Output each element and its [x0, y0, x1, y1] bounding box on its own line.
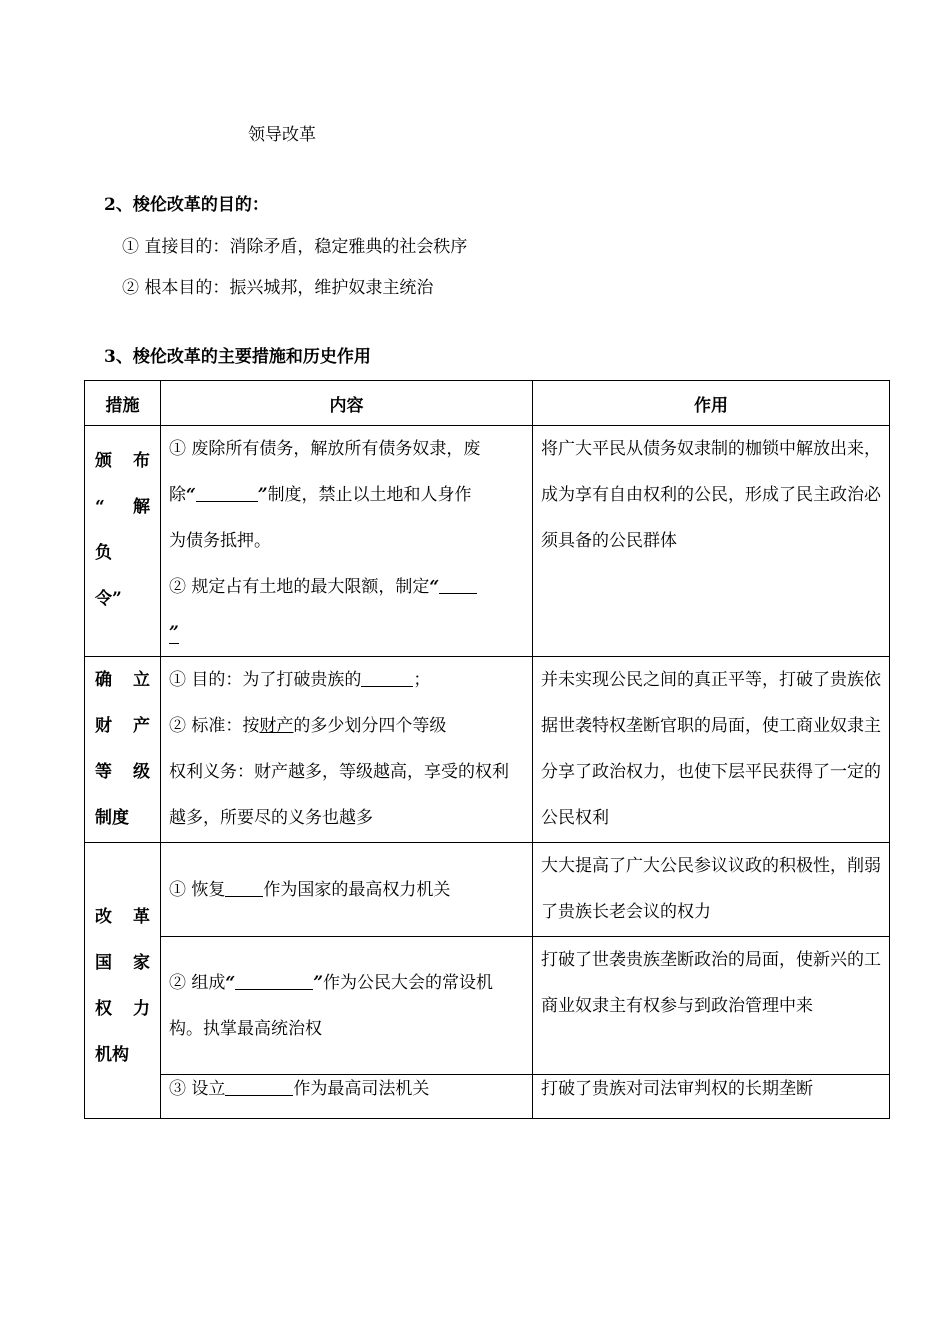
measure-line: 确 立: [95, 670, 150, 690]
table-row: [85, 426, 890, 657]
content-line: ① 废除所有债务，解放所有债务奴隶，废: [169, 439, 481, 459]
blank-open-quote: “: [186, 485, 196, 505]
table-row: [85, 1075, 890, 1119]
text-fragment: 作为公民大会的常设机构。执掌最高统治权: [169, 972, 493, 1039]
content-line: 为债务抵押。: [169, 531, 271, 551]
section2-item-2: ② 根本目的：振兴城邦，维护奴隶主统治: [122, 278, 434, 298]
effect-cell: 打破了贵族对司法审判权的长期垄断: [533, 1075, 890, 1119]
measure-line: 等 级: [95, 762, 150, 782]
effect-cell: 并未实现公民之间的真正平等，打破了贵族依据世袭特权垄断官职的局面，使工商业奴隶主分享了政治权力，也使下层平民获得了一定的公民权利: [533, 657, 890, 843]
measure-line: 财 产: [95, 716, 150, 736]
content-line: [169, 867, 524, 913]
text-fragment: ① 恢复: [169, 879, 226, 900]
table-row: [85, 657, 890, 843]
measure-line: 令”: [95, 589, 122, 609]
content-line: [169, 657, 524, 703]
table-row: [85, 937, 890, 1075]
text-fragment: ③ 设立: [169, 1079, 226, 1099]
section3-heading: 3、梭伦改革的主要措施和历史作用: [104, 347, 371, 367]
measure-line: 改 革: [95, 906, 150, 927]
measure-line: 国 家: [95, 952, 150, 973]
content-cell: [161, 937, 533, 1075]
content-line: [169, 1075, 524, 1103]
table-row: [85, 843, 890, 937]
content-text: 权利义务：财产越多，等级越高，享受的权利越多，所要尽的义务也越多: [169, 762, 509, 828]
text-fragment: ① 目的：为了打破贵族的: [169, 670, 362, 690]
text-fragment: 制度，禁止以土地和人身作: [267, 485, 472, 505]
content-line: [169, 960, 524, 1052]
blank-close-quote: ”: [313, 972, 323, 993]
blank-open-quote: “: [225, 972, 236, 993]
header-effect: 作用: [533, 381, 890, 426]
intro-line: 领导改革: [248, 125, 316, 145]
content-line: [169, 703, 524, 749]
fill-blank[interactable]: [235, 970, 313, 990]
table-header-row: [85, 381, 890, 426]
fill-blank[interactable]: [439, 574, 477, 594]
header-content: 内容: [161, 381, 533, 426]
measure-line: 制度: [95, 808, 129, 828]
text-fragment: ；: [413, 670, 431, 690]
fill-blank[interactable]: [196, 482, 258, 502]
measures-table: [84, 380, 890, 1119]
measure-line: 颁 布: [95, 451, 150, 471]
header-measure: 措施: [85, 381, 161, 426]
text-fragment: ② 标准：按: [169, 716, 260, 736]
text-fragment: 的多少划分四个等级: [293, 716, 447, 736]
content-line: [169, 564, 524, 610]
blank-open-quote: “: [429, 577, 440, 597]
effect-cell: 将广大平民从债务奴隶制的枷锁中解放出来，成为享有自由权利的公民，形成了民主政治必须具备的公民群体: [533, 426, 890, 657]
section2-item-1: ① 直接目的：消除矛盾，稳定雅典的社会秩序: [122, 237, 468, 257]
section2-heading: 2、梭伦改革的目的：: [104, 195, 269, 215]
fill-blank[interactable]: [225, 1076, 293, 1096]
text-fragment: 除: [169, 485, 186, 505]
measure-line: 负: [95, 543, 112, 563]
blank-close-quote: ”: [257, 485, 268, 505]
content-cell: [161, 1075, 533, 1119]
measure-line: 权 力: [95, 998, 150, 1019]
content-cell: [161, 657, 533, 843]
content-line: [169, 610, 524, 656]
fill-blank[interactable]: [225, 877, 263, 897]
measure-cell: [85, 426, 161, 657]
text-fragment: 作为国家的最高权力机关: [263, 879, 451, 900]
content-cell: [161, 426, 533, 657]
measure-cell: [85, 657, 161, 843]
text-fragment: 作为最高司法机关: [293, 1079, 430, 1099]
effect-cell: 大大提高了广大公民参议议政的积极性，削弱了贵族长老会议的权力: [533, 843, 890, 937]
blank-close-quote: ”: [169, 623, 179, 643]
text-fragment: ② 组成: [169, 972, 226, 993]
content-cell: [161, 843, 533, 937]
underlined-term: 财产: [259, 716, 294, 736]
text-fragment: ② 规定占有土地的最大限额，制定: [169, 577, 430, 597]
measure-line: “ 解: [95, 497, 150, 517]
measure-line: 机构: [95, 1044, 129, 1065]
content-line: [169, 472, 524, 518]
effect-cell: 打破了世袭贵族垄断政治的局面，使新兴的工商业奴隶主有权参与到政治管理中来: [533, 937, 890, 1075]
fill-blank[interactable]: [361, 667, 413, 687]
measure-cell: [85, 843, 161, 1119]
